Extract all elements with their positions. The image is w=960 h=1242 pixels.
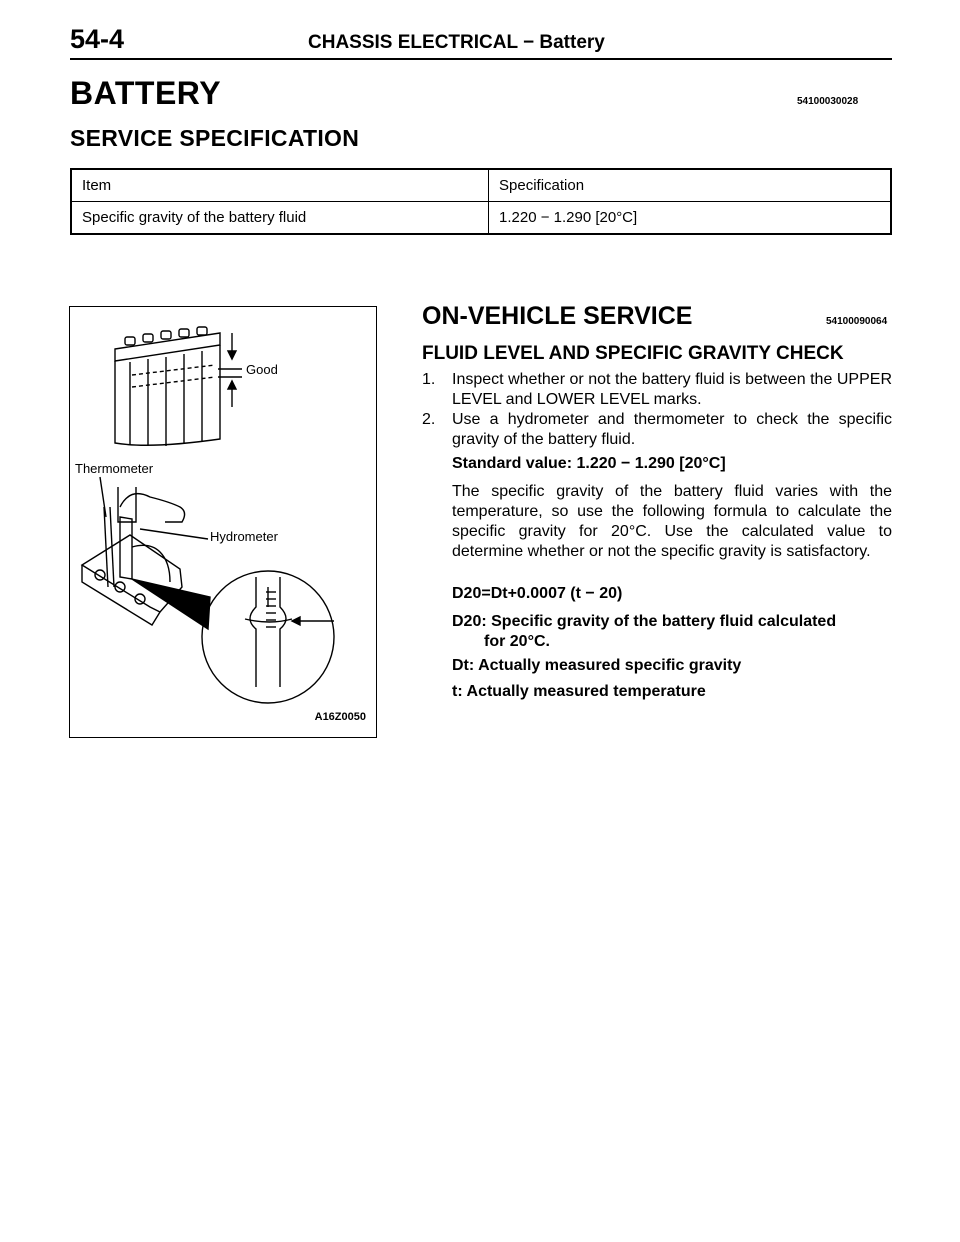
page-number: 54-4	[70, 24, 125, 54]
page-header	[70, 24, 892, 60]
standard-value: Standard value: 1.220 − 1.290 [20°C]	[452, 455, 726, 472]
section-title: CHASSIS ELECTRICAL − Battery	[308, 32, 605, 53]
table-header-row	[71, 169, 891, 202]
step-number: 1.	[422, 371, 436, 388]
figure-id: A16Z0050	[314, 711, 366, 723]
fluid-level-subtitle: FLUID LEVEL AND SPECIFIC GRAVITY CHECK	[422, 343, 844, 364]
definition-d20-line1: D20: Specific gravity of the battery fluid calculated	[452, 613, 837, 630]
battery-code: 54100030028	[797, 96, 859, 107]
label-good: Good	[246, 362, 278, 377]
label-hydrometer: Hydrometer	[210, 529, 278, 544]
step-text: Use a hydrometer and thermometer to check the specific gravity of the battery fluid.	[452, 411, 892, 448]
table-header-item: Item	[71, 169, 489, 202]
on-vehicle-code: 54100090064	[826, 316, 888, 327]
table-row	[71, 202, 891, 235]
definition-d20-line2: for 20°C.	[484, 633, 550, 650]
definition-dt: Dt: Actually measured specific gravity	[452, 657, 742, 674]
battery-hydrometer-illustration	[70, 307, 378, 739]
page-title: BATTERY	[70, 75, 222, 111]
list-item	[422, 410, 892, 450]
list-item	[422, 370, 892, 410]
formula: D20=Dt+0.0007 (t − 20)	[452, 585, 623, 602]
definition-t: t: Actually measured temperature	[452, 683, 706, 700]
label-thermometer: Thermometer	[75, 461, 154, 476]
definition-d20	[452, 612, 892, 652]
service-spec-title: SERVICE SPECIFICATION	[70, 125, 360, 151]
on-vehicle-title: ON-VEHICLE SERVICE	[422, 302, 693, 330]
spec-table	[70, 168, 892, 235]
battery-figure	[69, 306, 377, 738]
header-rule	[70, 58, 892, 60]
step-text: Inspect whether or not the battery fluid is between the UPPER LEVEL and LOWER LEVEL marks.	[452, 371, 892, 408]
table-cell-spec: 1.220 − 1.290 [20°C]	[489, 202, 892, 235]
table-header-specification: Specification	[489, 169, 892, 202]
table-cell-item: Specific gravity of the battery fluid	[71, 202, 489, 235]
explanation-paragraph: The specific gravity of the battery fluid varies with the temperature, so use the following formula to calculate the specific gravity for 20°C. Use the calculated value to determine whether or not the specific gravity is satisfactory.	[452, 483, 892, 560]
step-number: 2.	[422, 411, 436, 428]
